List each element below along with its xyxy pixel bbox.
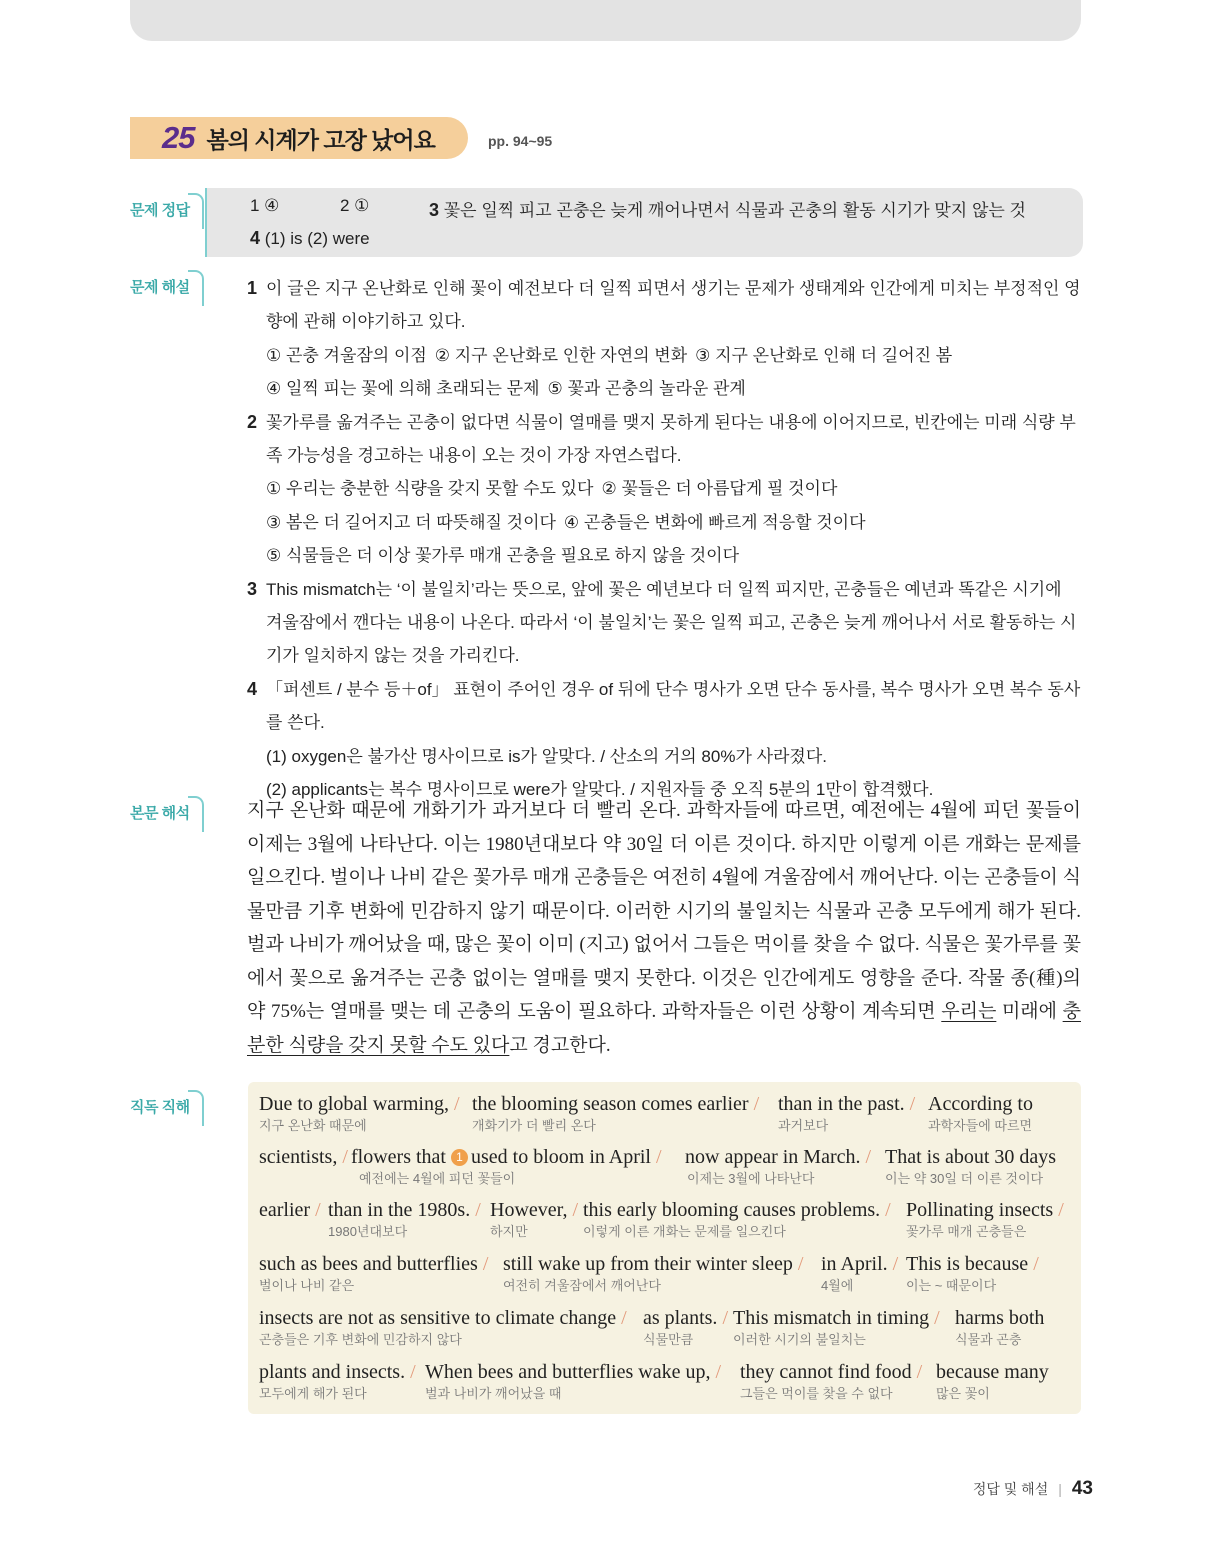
english-phrase: When bees and butterflies wake up, [425, 1361, 711, 1383]
slash-divider: / [310, 1199, 321, 1221]
explanation-text: (2) applicants는 복수 명사이므로 were가 알맞다. / 지원자들 중 오직 5분의 1만이 합격했다. [266, 780, 934, 800]
slash-divider: / [1053, 1199, 1064, 1221]
phrase-chunk [472, 1092, 759, 1134]
explanations-label: 문제 해설 [130, 276, 204, 297]
slash-divider: / [448, 1093, 460, 1115]
korean-gloss: 그들은 먹이를 찾을 수 없다 [740, 1386, 893, 1401]
choice: ④ 곤충들은 변화에 빠르게 적응할 것이다 [563, 512, 866, 532]
explanation-3 [247, 573, 1081, 673]
unit-number: 25 [162, 120, 195, 155]
english-phrase: because many [936, 1361, 1049, 1383]
explanation-number: 4 [247, 678, 258, 699]
choice: ④ 일찍 피는 꽃에 의해 초래되는 문제 [266, 379, 540, 399]
unit-pages: pp. 94~95 [488, 133, 553, 149]
phrase-chunk [259, 1198, 321, 1223]
underlined-phrase: 우리는 [941, 1001, 997, 1022]
top-header-bar [130, 0, 1081, 41]
answers-label: 문제 정답 [130, 199, 204, 220]
slash-divider: / [792, 1253, 804, 1275]
korean-gloss: 개화기가 더 빨리 온다 [472, 1118, 596, 1133]
direct-line [259, 1198, 1071, 1251]
english-phrase: flowers that [351, 1146, 446, 1168]
slash-divider: / [567, 1199, 579, 1221]
explanation-text: This mismatch는 ‘이 불일치’라는 뜻으로, 앞에 꽃은 예년보다 더 일찍 피지만, 곤충들은 예년과 똑같은 시기에 겨울잠에서 깬다는 내용이 나온다. 따라서 ‘이 불일치’는 꽃은 일찍 피고, 곤충은 늦게 깨어나서 서로 활동하는 시기가 일치하지 않는 것을 가리킨다. [266, 579, 1077, 666]
english-phrase: now appear in March. [685, 1146, 861, 1168]
page-number: 43 [1071, 1478, 1093, 1499]
slash-divider: / [337, 1146, 348, 1168]
korean-gloss: 식물만큼 [643, 1332, 694, 1347]
korean-gloss: 지구 온난화 때문에 [259, 1118, 367, 1133]
phrase-chunk [906, 1198, 1064, 1240]
english-phrase: Pollinating insects [906, 1199, 1054, 1221]
explanation-number: 3 [247, 578, 258, 599]
english-phrase: harms both [955, 1307, 1045, 1329]
slash-divider: / [748, 1093, 760, 1115]
direct-line [259, 1092, 1071, 1145]
korean-gloss: 벌과 나비가 깨어났을 때 [425, 1386, 562, 1401]
phrase-chunk [733, 1306, 940, 1348]
direct-line [259, 1306, 1071, 1359]
slash-divider: / [880, 1199, 891, 1221]
answer-3-number: 3 [429, 200, 440, 220]
slash-divider: / [717, 1307, 728, 1329]
explanations [247, 272, 1081, 807]
korean-gloss: 이는 ~ 때문이다 [906, 1278, 997, 1293]
english-phrase: However, [490, 1199, 568, 1221]
english-phrase: This is because [906, 1253, 1029, 1275]
translation-paragraph [247, 794, 1081, 1062]
phrase-chunk [490, 1198, 578, 1240]
choice: ① 곤충 겨울잠의 이점 [266, 345, 427, 365]
explanation-4 [247, 673, 1081, 807]
korean-gloss: 1980년대보다 [328, 1224, 408, 1239]
english-phrase: Due to global warming, [259, 1093, 449, 1115]
english-phrase: in April. [821, 1253, 888, 1275]
slash-divider: / [929, 1307, 940, 1329]
phrase-chunk [885, 1145, 1056, 1187]
english-phrase: they cannot find food [740, 1361, 912, 1383]
unit-title: 봄의 시계가 고장 났어요 [206, 126, 435, 153]
english-phrase: plants and insects. [259, 1361, 406, 1383]
english-phrase: insects are not as sensitive to climate change [259, 1307, 617, 1329]
english-phrase: such as bees and butterflies [259, 1253, 478, 1275]
phrase-chunk [503, 1252, 803, 1294]
english-phrase: as plants. [643, 1307, 718, 1329]
explanation-text: 꽃가루를 옮겨주는 곤충이 없다면 식물이 열매를 맺지 못하게 된다는 내용에 이어지므로, 빈칸에는 미래 식량 부족 가능성을 경고하는 내용이 오는 것이 가장 자연스럽다. [266, 412, 1076, 466]
choice: ⑤ 식물들은 더 이상 꽃가루 매개 곤충을 필요로 하지 않을 것이다 [266, 546, 740, 566]
answers-box [205, 188, 1083, 257]
answer-2: 2 ① [340, 196, 370, 215]
footer-divider: | [1058, 1481, 1062, 1497]
phrase-chunk [259, 1092, 460, 1134]
korean-gloss: 식물과 곤충 [955, 1332, 1022, 1347]
phrase-chunk [740, 1360, 922, 1402]
korean-gloss: 과학자들에 따르면 [928, 1118, 1033, 1133]
korean-gloss: 꽃가루 매개 곤충들은 [906, 1224, 1027, 1239]
phrase-chunk [425, 1360, 721, 1402]
phrase-chunk [906, 1252, 1039, 1294]
direct-reading-label: 직독 직해 [130, 1096, 204, 1117]
slash-divider: / [904, 1093, 916, 1115]
english-phrase: than in the 1980s. [328, 1199, 471, 1221]
phrase-chunk [936, 1360, 1049, 1402]
phrase-chunk [955, 1306, 1044, 1348]
phrase-chunk [259, 1252, 488, 1294]
korean-gloss: 벌이나 나비 같은 [259, 1278, 355, 1293]
korean-gloss: 하지만 [490, 1224, 528, 1239]
unit-title-banner [130, 117, 468, 159]
slash-divider: / [470, 1199, 481, 1221]
slash-divider: / [477, 1253, 489, 1275]
direct-line [259, 1360, 1071, 1413]
translation-label: 본문 해석 [130, 802, 204, 823]
phrase-chunk [643, 1306, 728, 1348]
direct-reading-box [248, 1082, 1081, 1414]
phrase-chunk [778, 1092, 915, 1134]
english-phrase: This mismatch in timing [733, 1307, 930, 1329]
english-phrase: used to bloom in April [470, 1146, 651, 1168]
slash-divider: / [860, 1146, 872, 1168]
explanation-text: (1) oxygen은 불가산 명사이므로 is가 알맞다. / 산소의 거의 80%가 사라졌다. [266, 746, 828, 766]
answer-3 [429, 196, 1026, 221]
korean-gloss: 모두에게 해가 된다 [259, 1386, 367, 1401]
answer-3-text: 꽃은 일찍 피고 곤충은 늦게 깨어나면서 식물과 곤충의 활동 시기가 맞지 않는 것 [443, 201, 1026, 220]
english-phrase: According to [928, 1093, 1033, 1115]
english-phrase: the blooming season comes earlier [472, 1093, 749, 1115]
choice: ② 지구 온난화로 인한 자연의 변화 [434, 345, 688, 365]
slash-divider: / [710, 1361, 722, 1383]
english-phrase: earlier [259, 1199, 311, 1221]
korean-gloss: 이렇게 이른 개화는 문제를 일으킨다 [583, 1224, 786, 1239]
choice: ⑤ 꽃과 곤충의 놀라운 관계 [547, 379, 746, 399]
english-phrase: this early blooming causes problems. [583, 1199, 881, 1221]
answer-4-text: (1) is (2) were [264, 229, 370, 248]
page-footer [973, 1478, 1093, 1500]
translation-text: 고 경고한다. [509, 1034, 611, 1056]
answer-4-number: 4 [250, 228, 261, 248]
direct-line [259, 1252, 1071, 1305]
explanation-1 [247, 272, 1081, 406]
korean-gloss: 곤충들은 기후 변화에 민감하지 않다 [259, 1332, 462, 1347]
translation-text: 지구 온난화 때문에 개화기가 과거보다 더 빨리 온다. 과학자들에 따르면, 예전에는 4월에 피던 꽃들이 이제는 3월에 나타난다. 이는 1980년대보다 약 30일 더 이른 것이다. 하지만 이렇게 이른 개화는 문제를 일으킨다. 벌이나 나비 같은 꽃가루 매개 곤충들은 여전히 4월에 겨울잠에서 깨어난다. 이는 곤충들이 식물만큼 기후 변화에 민감하지 않기 때문이다. 이러한 시기의 불일치는 식물과 곤충 모두에게 해가 된다. 벌과 나비가 깨어났을 때, 많은 꽃이 이미 (지고) 없어서 그들은 먹이를 찾을 수 없다. 식물은 꽃가루를 꽃에서 꽃으로 옮겨주는 곤충 없이는 열매를 맺지 못한다. 이것은 인간에게도 영향을 준다. 작물 종(種)의 약 75%는 열매를 맺는 데 곤충의 도움이 필요하다. 과학자들은 이런 상황이 계속되면 [247, 800, 1081, 1022]
answer-1: 1 ④ [250, 196, 280, 215]
korean-gloss: 4월에 [821, 1278, 854, 1293]
slash-divider: / [405, 1361, 416, 1383]
phrase-chunk [328, 1198, 481, 1240]
slash-divider: / [911, 1361, 923, 1383]
slash-divider: / [1028, 1253, 1039, 1275]
slash-divider: / [616, 1307, 627, 1329]
footer-label: 정답 및 해설 [972, 1481, 1049, 1497]
phrase-chunk [928, 1092, 1033, 1134]
korean-gloss: 이러한 시기의 불일치는 [733, 1332, 866, 1347]
slash-divider: / [887, 1253, 899, 1275]
direct-line [259, 1145, 1071, 1198]
korean-gloss: 과거보다 [778, 1118, 829, 1133]
choice: ③ 지구 온난화로 인해 더 길어진 봄 [695, 345, 953, 365]
korean-gloss: 이는 약 30일 더 이른 것이다 [885, 1171, 1044, 1186]
phrase-chunk [685, 1145, 871, 1187]
slash-divider: / [650, 1146, 662, 1168]
korean-gloss: 많은 꽃이 [936, 1386, 990, 1401]
korean-gloss: 이제는 3월에 나타난다 [687, 1171, 815, 1186]
choice: ② 꽃들은 더 아름답게 필 것이다 [601, 479, 838, 499]
korean-gloss: 여전히 겨울잠에서 깨어난다 [503, 1278, 661, 1293]
phrase-chunk [259, 1360, 416, 1402]
phrase-chunk [351, 1145, 662, 1187]
english-phrase: scientists, [259, 1146, 338, 1168]
phrase-chunk [259, 1306, 627, 1348]
translation-text: 미래에 [996, 1001, 1063, 1022]
choice: ③ 봄은 더 길어지고 더 따뜻해질 것이다 [266, 512, 556, 532]
english-phrase: still wake up from their winter sleep [503, 1253, 793, 1275]
english-phrase: That is about 30 days [885, 1146, 1057, 1168]
explanation-number: 2 [247, 411, 258, 432]
phrase-chunk [821, 1252, 898, 1294]
explanation-number: 1 [247, 278, 258, 298]
phrase-chunk [259, 1145, 348, 1170]
explanation-text: 이 글은 지구 온난화로 인해 꽃이 예전보다 더 일찍 피면서 생기는 문제가 생태계와 인간에게 미치는 부정적인 영향에 관해 이야기하고 있다. [266, 279, 1081, 332]
explanation-2 [247, 406, 1081, 573]
grammar-point-badge: 1 [451, 1149, 468, 1166]
phrase-chunk [583, 1198, 891, 1240]
english-phrase: than in the past. [778, 1093, 905, 1115]
explanation-text: 「퍼센트 / 분수 등＋of」 표현이 주어인 경우 of 뒤에 단수 명사가 오면 단수 동사를, 복수 명사가 오면 복수 동사를 쓴다. [266, 679, 1081, 733]
answer-4 [250, 228, 370, 249]
choice: ① 우리는 충분한 식량을 갖지 못할 수도 있다 [266, 479, 594, 499]
underlined-phrase: 충분한 식량을 갖지 못할 수도 있다 [247, 1001, 1081, 1056]
korean-gloss: 예전에는 4월에 피던 꽃들이 [359, 1171, 516, 1186]
